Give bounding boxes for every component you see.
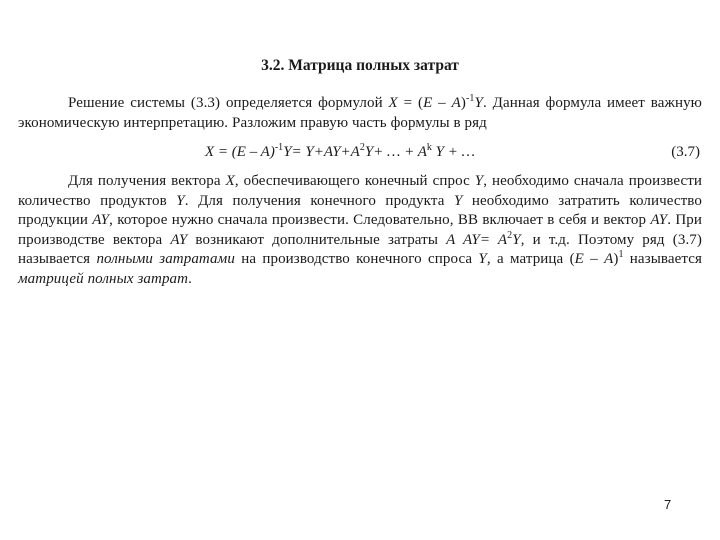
math: X: [388, 95, 398, 111]
section-title: 3.2. Матрица полных затрат: [261, 57, 459, 74]
math: E: [423, 95, 433, 111]
math: A: [451, 95, 461, 111]
text: Решение системы (3.3) определяется формулой: [68, 95, 389, 111]
emphasis-term: полными затратами: [96, 251, 235, 267]
math: –: [432, 95, 452, 111]
math: ): [460, 95, 466, 111]
formula-number: (3.7): [671, 144, 700, 160]
paragraph-intro: [18, 94, 702, 133]
text: . Данная формула имеет важную экономическую интерпретацию. Разложим правую часть формулы в ряд: [18, 95, 702, 131]
emphasis-term: матрицей полных затрат: [18, 270, 189, 287]
math: Y: [474, 95, 483, 111]
math: = (: [397, 95, 424, 111]
math-exponent: -1: [465, 93, 475, 104]
page-number: 7: [664, 497, 672, 512]
paragraph-explanation: Для получения вектора X, обеспечивающего конечный спрос Y, необходимо сначала произвести количество продуктов Y. Для получения конечного продукта Y необходимо затратить количество продукции AY, которое нужно сначала произвести. Следовательно, ВВ включает в себя и вектор AY. При производстве вектора AY возникают дополнительные затраты A $AY= A^2Y$, и т.д. Поэтому ряд (3.7) называется полными затратами на производство конечного спроса Y, а матрица (E – A)$^1$ называется матрицей полных затрат.: [18, 173, 702, 287]
formula-expression: $X = (E - A)^{-1}Y= Y+AY+A^2Y+$ … + $A^k$ Y + …: [205, 142, 475, 160]
formula-3-7: [0, 144, 720, 166]
